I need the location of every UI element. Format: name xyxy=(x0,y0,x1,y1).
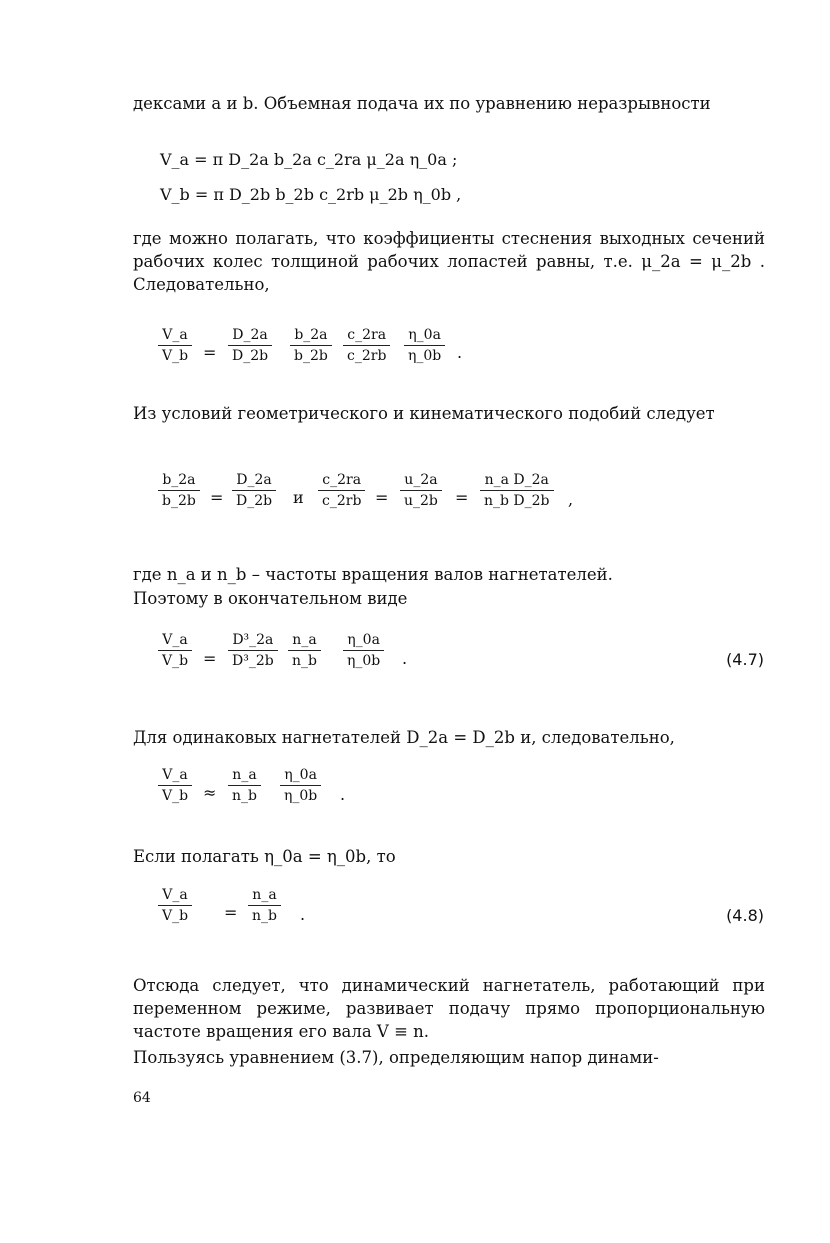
frac-1-3 xyxy=(290,325,332,366)
fraction-denominator: η_0b xyxy=(284,788,318,804)
frac-2-3 xyxy=(318,470,365,511)
fraction-numerator: V_a xyxy=(162,327,188,343)
frac-1-1 xyxy=(158,325,192,366)
op-dot-2: . xyxy=(402,649,408,668)
equation-va: V_a = π D_2a b_2a c_2ra μ_2a η_0a ; xyxy=(160,150,458,169)
frac-3-1 xyxy=(158,630,192,671)
frac-3-3 xyxy=(288,630,321,671)
frac-3-4 xyxy=(343,630,384,671)
frac-4-3 xyxy=(280,765,321,806)
fraction-numerator: D_2a xyxy=(236,472,272,488)
fraction-numerator: n_a xyxy=(252,887,277,903)
fraction-numerator: u_2a xyxy=(404,472,438,488)
fraction-numerator: η_0a xyxy=(408,327,441,343)
fraction-numerator: η_0a xyxy=(284,767,317,783)
op-dot-3: . xyxy=(340,785,346,804)
fraction-denominator: b_2b xyxy=(162,493,196,509)
op-eq-5: = xyxy=(203,649,217,668)
fraction-denominator: D_2b xyxy=(232,348,269,364)
fraction-denominator: D_2b xyxy=(236,493,273,509)
fraction-numerator: D_2a xyxy=(232,327,268,343)
frac-2-5 xyxy=(480,470,554,511)
paragraph-3: Из условий геометрического и кинематического подобий следует xyxy=(133,404,715,423)
fraction-denominator: b_2b xyxy=(294,348,328,364)
paragraph-8: Отсюда следует, что динамический нагнетатель, работающий при переменном режиме, развивает подачу прямо пропорциональную частоте вращения его вала V ≡ n. xyxy=(133,976,765,1041)
fraction-denominator: u_2b xyxy=(404,493,438,509)
fraction-denominator: n_b xyxy=(232,788,257,804)
fraction-numerator: D³_2a xyxy=(232,632,274,648)
paragraph-2: где можно полагать, что коэффициенты стеснения выходных сечений рабочих колес толщиной рабочих лопастей равны, т.е. μ_2a = μ_2b . Следовательно, xyxy=(133,229,765,294)
fraction-denominator: n_b D_2b xyxy=(484,493,550,509)
fraction-denominator: D³_2b xyxy=(232,653,274,669)
fraction-denominator: V_b xyxy=(162,348,189,364)
op-eq-1: = xyxy=(203,343,217,362)
op-dot-1: . xyxy=(457,343,463,362)
fraction-denominator: c_2rb xyxy=(347,348,387,364)
frac-2-4 xyxy=(400,470,442,511)
frac-2-1 xyxy=(158,470,200,511)
fraction-denominator: c_2rb xyxy=(322,493,362,509)
op-comma-1: , xyxy=(568,490,574,509)
frac-4-2 xyxy=(228,765,261,806)
equation-number-4-8: (4.8) xyxy=(726,906,764,925)
paragraph-5: Поэтому в окончательном виде xyxy=(133,589,408,608)
fraction-denominator: V_b xyxy=(162,788,189,804)
paragraph-7: Если полагать η_0a = η_0b, то xyxy=(133,847,396,866)
fraction-numerator: η_0a xyxy=(347,632,380,648)
frac-2-2 xyxy=(232,470,276,511)
op-approx: ≈ xyxy=(203,783,217,802)
equation-vb: V_b = π D_2b b_2b c_2rb μ_2b η_0b , xyxy=(160,185,462,204)
equation-number-4-7: (4.7) xyxy=(726,650,764,669)
paragraph-9: Пользуясь уравнением (3.7), определяющим напор динами- xyxy=(133,1048,659,1067)
op-eq-4: = xyxy=(455,488,469,507)
op-eq-3: = xyxy=(375,488,389,507)
frac-5-2 xyxy=(248,885,281,926)
paragraph-1: дексами a и b. Объемная подача их по уравнению неразрывности xyxy=(133,94,711,113)
fraction-denominator: n_b xyxy=(292,653,317,669)
frac-1-4 xyxy=(343,325,390,366)
fraction-numerator: V_a xyxy=(162,632,188,648)
fraction-denominator: V_b xyxy=(162,653,189,669)
op-eq-2: = xyxy=(210,488,224,507)
frac-3-2 xyxy=(228,630,278,671)
frac-4-1 xyxy=(158,765,192,806)
op-dot-4: . xyxy=(300,905,306,924)
fraction-numerator: c_2ra xyxy=(347,327,387,343)
paragraph-6: Для одинаковых нагнетателей D_2a = D_2b и, следовательно, xyxy=(133,728,675,747)
fraction-numerator: V_a xyxy=(162,767,188,783)
fraction-denominator: n_b xyxy=(252,908,277,924)
op-eq-6: = xyxy=(224,903,238,922)
fraction-numerator: b_2a xyxy=(162,472,196,488)
fraction-numerator: n_a D_2a xyxy=(484,472,549,488)
paragraph-4: где n_a и n_b – частоты вращения валов нагнетателей. xyxy=(133,565,613,584)
page-number: 64 xyxy=(133,1090,151,1106)
fraction-numerator: n_a xyxy=(232,767,257,783)
fraction-numerator: b_2a xyxy=(294,327,328,343)
fraction-denominator: η_0b xyxy=(408,348,442,364)
fraction-denominator: V_b xyxy=(162,908,189,924)
frac-1-5 xyxy=(404,325,445,366)
frac-5-1 xyxy=(158,885,192,926)
frac-1-2 xyxy=(228,325,272,366)
fraction-numerator: c_2ra xyxy=(322,472,362,488)
fraction-numerator: n_a xyxy=(292,632,317,648)
fraction-denominator: η_0b xyxy=(347,653,381,669)
fraction-numerator: V_a xyxy=(162,887,188,903)
op-and: и xyxy=(293,488,304,507)
